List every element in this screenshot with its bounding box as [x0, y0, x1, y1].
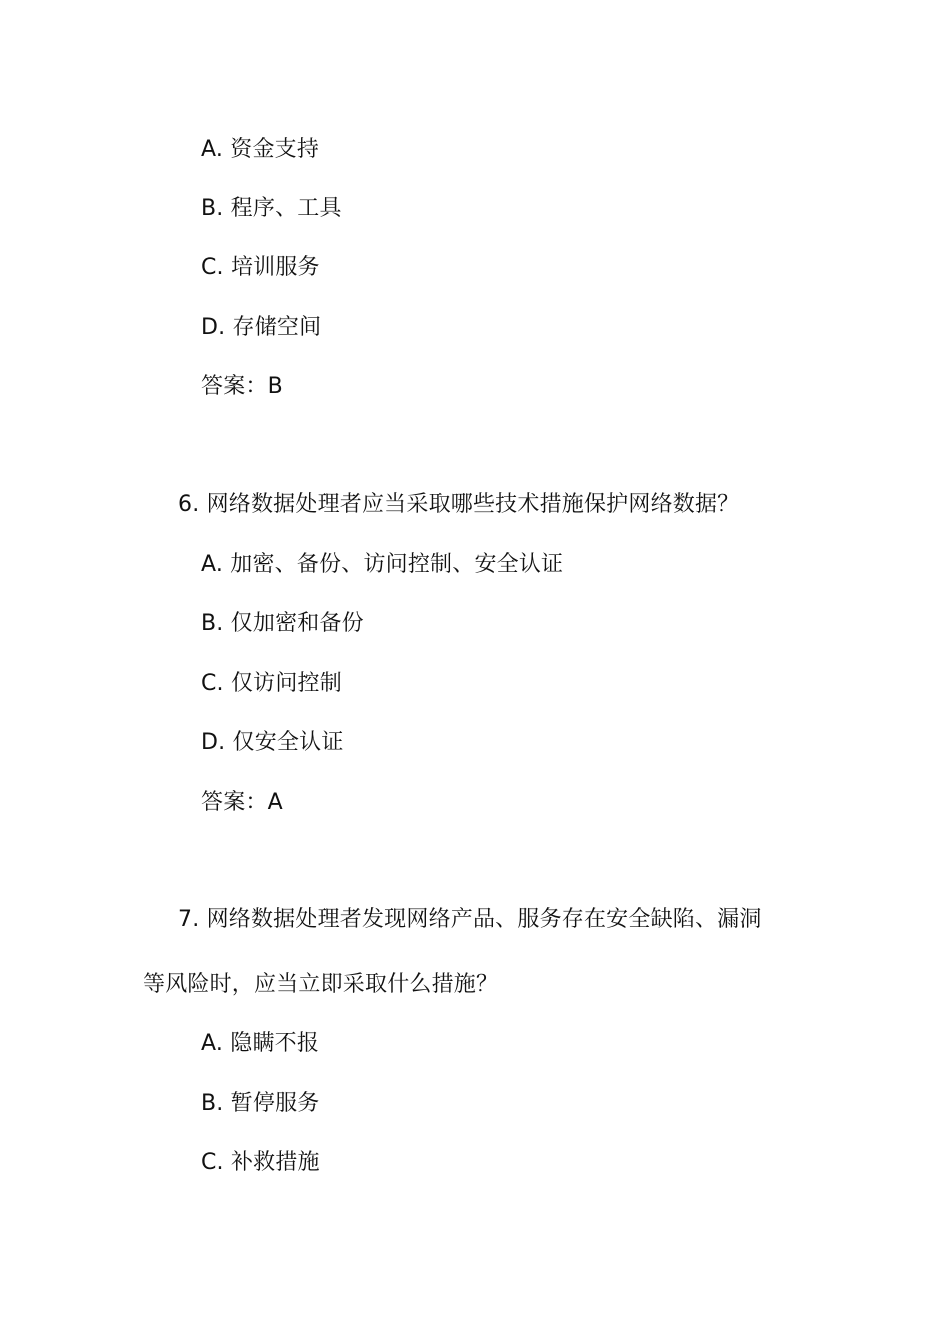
q6-answer: 答案：A — [201, 790, 283, 815]
q7-option-c: C. 补救措施 — [201, 1150, 320, 1175]
prev-option-c: C. 培训服务 — [201, 255, 320, 280]
prev-option-d: D. 存储空间 — [201, 315, 322, 340]
prev-option-a: A. 资金支持 — [201, 137, 320, 162]
q7-option-a: A. 隐瞒不报 — [201, 1031, 320, 1056]
question-7-text-line1: 7. 网络数据处理者发现网络产品、服务存在安全缺陷、漏洞 — [178, 907, 762, 932]
prev-option-b: B. 程序、工具 — [201, 196, 342, 221]
question-6-text: 6. 网络数据处理者应当采取哪些技术措施保护网络数据？ — [178, 492, 740, 517]
q6-option-c: C. 仅访问控制 — [201, 671, 342, 696]
q7-option-b: B. 暂停服务 — [201, 1091, 320, 1116]
question-7-text-line2: 等风险时，应当立即采取什么措施？ — [143, 972, 499, 997]
q6-option-a: A. 加密、备份、访问控制、安全认证 — [201, 552, 564, 577]
q6-option-d: D. 仅安全认证 — [201, 730, 344, 755]
prev-answer: 答案：B — [201, 374, 283, 399]
q6-option-b: B. 仅加密和备份 — [201, 611, 364, 636]
